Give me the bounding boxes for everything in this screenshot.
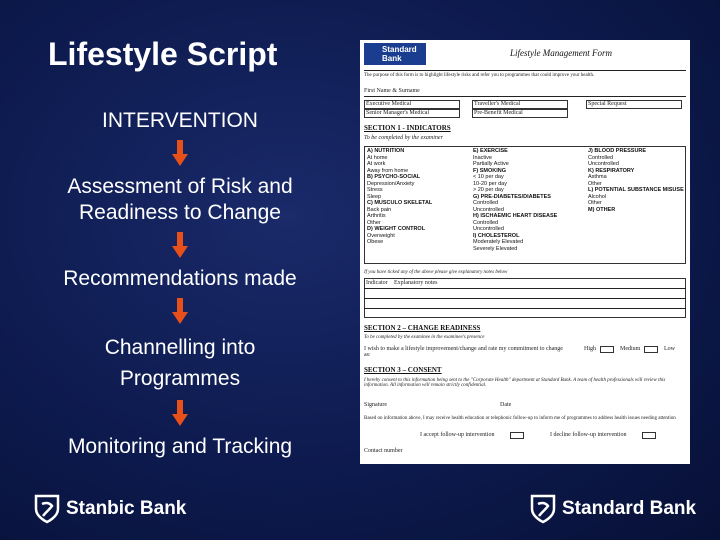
indicator-item: Obese [367, 239, 384, 245]
indicator-item: G) PRE-DIABETES/DIABETES [473, 193, 551, 200]
field-executive-medical: Executive Medical [366, 101, 412, 107]
indicator-item: 10-20 per day [473, 180, 507, 187]
indicator-item: M) OTHER [588, 206, 616, 213]
indicator-item: At home [367, 154, 388, 161]
section2-heading: SECTION 2 – CHANGE READINESS [364, 324, 481, 332]
indicator-item: Uncontrolled [473, 206, 504, 213]
slide-title: Lifestyle Script [48, 36, 278, 72]
footer-bar [0, 480, 720, 540]
name-label: First Name & Surname [364, 88, 420, 94]
indicator-item: Sleep [367, 193, 382, 200]
section1-note: To be completed by the examiner [364, 135, 443, 141]
form-intro: The purpose of this form is to highlight lifestyle risks and refer you to programmes that could improve your health. [364, 73, 595, 78]
indicator-item: Partially Active [473, 161, 509, 167]
indicator-item: H) ISCHAEMIC HEART DISEASE [473, 213, 558, 219]
step-assessment: Assessment of Risk and Readiness to Change [67, 175, 293, 224]
form-title: Lifestyle Management Form [510, 48, 612, 58]
field-senior-manager-medical: Senior Manager's Medical [366, 110, 430, 116]
decline-checkbox[interactable] [642, 432, 656, 439]
indicator-item: Controlled [473, 200, 499, 206]
indicator-item: Away from home [367, 167, 409, 174]
indicator-item: Other [588, 180, 602, 187]
decline-label: I decline follow-up intervention [550, 432, 627, 438]
shield-icon [530, 494, 556, 524]
indicator-item: E) EXERCISE [473, 148, 508, 154]
indicators-column-2 [473, 148, 557, 252]
indicator-item: A) NUTRITION [367, 148, 405, 154]
shield-icon [34, 494, 60, 524]
indicator-item: Other [367, 219, 381, 226]
indicator-item: Overweight [367, 232, 395, 239]
field-travellers-medical: Traveller's Medical [474, 101, 521, 107]
indicator-item: B) PSYCHO-SOCIAL [367, 174, 421, 180]
rating-low: Low [664, 346, 675, 352]
indicator-item: Uncontrolled [473, 226, 504, 232]
field-pre-benefit-medical: Pre-Benefit Medical [474, 110, 523, 116]
indicator-item: Other [588, 200, 602, 206]
down-arrow-icon [172, 400, 188, 428]
indicator-item: Alcohol [588, 193, 607, 200]
down-arrow-icon [172, 232, 188, 260]
down-arrow-icon [172, 298, 188, 326]
followup-text: Based on information above, I may receive health education or telephonic follow-up to inform me of programmes to address health issues needing attention [364, 416, 676, 421]
indicator-item: Back pain [367, 206, 392, 213]
step-intervention: INTERVENTION [102, 109, 258, 132]
stanbic-brand-name: Stanbic Bank [66, 498, 187, 519]
date-label: Date [500, 402, 512, 408]
accept-checkbox[interactable] [510, 432, 524, 439]
indicator-item: At work [367, 161, 386, 167]
indicator-item: D) WEIGHT CONTROL [367, 226, 426, 232]
indicator-item: Severely Elevated [473, 245, 518, 252]
step-channelling: Channelling into Programmes [104, 336, 256, 390]
explanatory-header: Explanatory notes [394, 280, 438, 286]
indicator-item: Controlled [473, 219, 499, 226]
indicator-item: Inactive [473, 154, 492, 161]
field-special-request: Special Request [588, 101, 627, 107]
step-monitoring: Monitoring and Tracking [67, 435, 293, 458]
indicator-item: L) POTENTIAL SUBSTANCE MISUSE [588, 187, 684, 193]
standard-bank-brand [530, 494, 696, 524]
indicator-item: I) CHOLESTEROL [473, 232, 520, 239]
indicator-item: Stress [367, 187, 383, 193]
indicator-item: Asthma [588, 174, 607, 180]
section3-heading: SECTION 3 – CONSENT [364, 366, 442, 374]
indicators-column-3 [588, 148, 684, 213]
form-logo: Standard Bank [364, 43, 426, 65]
indicator-item: F) SMOKING [473, 167, 506, 174]
indicator-item: Controlled [588, 154, 614, 161]
indicator-item: Uncontrolled [588, 161, 619, 167]
contact-label: Contact number [364, 448, 403, 454]
section2-text: I wish to make a lifestyle improvement/change and rate my commitment to change as: [364, 346, 563, 358]
stanbic-brand [34, 494, 186, 524]
indicator-item: C) MUSCULO SKELETAL [367, 200, 433, 206]
indicator-item: < 10 per day [473, 174, 504, 180]
accept-label: I accept follow-up intervention [420, 432, 495, 438]
indicator-item: K) RESPIRATORY [588, 167, 635, 174]
indicator-item: Arthritis [367, 213, 386, 219]
standard-bank-brand-name: Standard Bank [562, 498, 697, 519]
step-recommendations: Recommendations made [63, 267, 297, 290]
indicator-item: > 20 per day [473, 187, 504, 193]
section2-note: To be completed by the examinee in the examinee’s presence [364, 335, 485, 340]
indicator-item: Depression/Anxiety [367, 180, 415, 187]
section3-text: I hereby consent to this information being sent to the "Corporate Health" department at Standard Bank. A team of health professionals will review this information. All information will remain strictly confidential. [364, 378, 666, 388]
rating-high: High [584, 346, 596, 352]
section1-heading: SECTION 1 - INDICATORS [364, 124, 451, 132]
rating-medium: Medium [620, 346, 641, 352]
indicator-header: Indicator [366, 280, 388, 286]
indicator-note: If you have ticked any of the above please give explanatory notes below [364, 270, 508, 275]
intervention-flow [40, 108, 320, 460]
lifestyle-management-form [360, 40, 690, 464]
indicators-column-1 [367, 148, 432, 246]
indicator-item: J) BLOOD PRESSURE [588, 148, 647, 154]
indicator-item: Moderately Elevated [473, 239, 524, 245]
signature-label: Signature [364, 402, 387, 408]
down-arrow-icon [172, 140, 188, 168]
